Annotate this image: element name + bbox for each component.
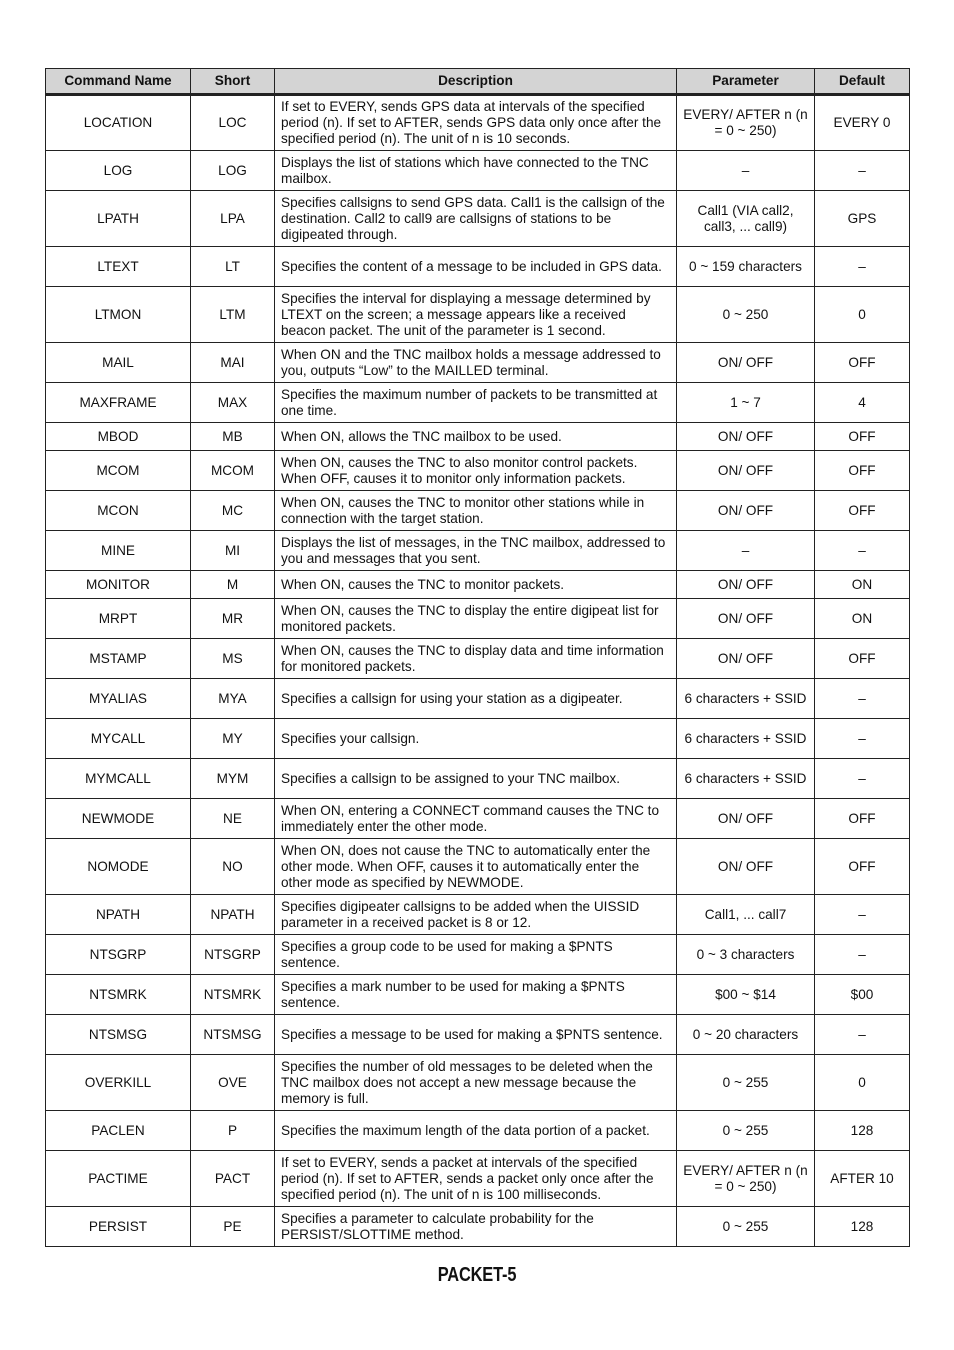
cell-short: LPA [191, 191, 275, 247]
cell-short: NTSGRP [191, 935, 275, 975]
cell-command-name: MYALIAS [46, 679, 191, 719]
cell-default: OFF [815, 343, 910, 383]
cell-command-name: LTMON [46, 287, 191, 343]
table-row [46, 895, 910, 935]
cell-command-name: NPATH [46, 895, 191, 935]
command-table [45, 68, 910, 1247]
cell-short: LTM [191, 287, 275, 343]
cell-command-name: LOG [46, 151, 191, 191]
cell-default: 4 [815, 383, 910, 423]
cell-short: MB [191, 423, 275, 451]
cell-description: When ON and the TNC mailbox holds a message addressed to you, outputs “Low” to the MAILLED terminal. [275, 343, 677, 383]
table-body [46, 95, 910, 1247]
table-row [46, 287, 910, 343]
cell-parameter: – [677, 531, 815, 571]
cell-default: ON [815, 599, 910, 639]
cell-default: OFF [815, 639, 910, 679]
cell-command-name: MCON [46, 491, 191, 531]
cell-command-name: PACTIME [46, 1151, 191, 1207]
cell-description: Specifies callsigns to send GPS data. Call1 is the callsign of the destination. Call2 to call9 are callsigns of stations to be digipeated through. [275, 191, 677, 247]
cell-parameter: 6 characters + SSID [677, 719, 815, 759]
cell-short: LOC [191, 95, 275, 151]
cell-default: – [815, 247, 910, 287]
table-row [46, 383, 910, 423]
cell-parameter: EVERY/ AFTER n (n = 0 ~ 250) [677, 1151, 815, 1207]
cell-parameter: ON/ OFF [677, 799, 815, 839]
cell-short: MI [191, 531, 275, 571]
cell-command-name: MAIL [46, 343, 191, 383]
cell-description: When ON, causes the TNC to display the entire digipeat list for monitored packets. [275, 599, 677, 639]
cell-default: AFTER 10 [815, 1151, 910, 1207]
cell-short: PACT [191, 1151, 275, 1207]
table-row [46, 935, 910, 975]
cell-command-name: MINE [46, 531, 191, 571]
cell-command-name: MONITOR [46, 571, 191, 599]
cell-default: OFF [815, 491, 910, 531]
cell-default: OFF [815, 423, 910, 451]
header-default: Default [815, 69, 910, 95]
cell-command-name: PACLEN [46, 1111, 191, 1151]
cell-default: – [815, 679, 910, 719]
cell-parameter: ON/ OFF [677, 839, 815, 895]
cell-command-name: NTSGRP [46, 935, 191, 975]
cell-description: When ON, entering a CONNECT command causes the TNC to immediately enter the other mode. [275, 799, 677, 839]
cell-description: When ON, does not cause the TNC to automatically enter the other mode. When OFF, causes it to automatically enter the other mode as specified by NEWMODE. [275, 839, 677, 895]
header-row [46, 69, 910, 95]
table-row [46, 343, 910, 383]
cell-parameter: 0 ~ 3 characters [677, 935, 815, 975]
cell-description: Displays the list of stations which have connected to the TNC mailbox. [275, 151, 677, 191]
cell-short: MYM [191, 759, 275, 799]
cell-description: If set to EVERY, sends a packet at intervals of the specified period (n). If set to AFTER, sends a packet only once after the specified period (n). The unit of n is 100 milliseconds. [275, 1151, 677, 1207]
cell-short: NPATH [191, 895, 275, 935]
table-row [46, 1055, 910, 1111]
cell-command-name: PERSIST [46, 1207, 191, 1247]
cell-default: – [815, 935, 910, 975]
cell-default: – [815, 895, 910, 935]
cell-command-name: MYCALL [46, 719, 191, 759]
table-row [46, 491, 910, 531]
cell-command-name: NTSMRK [46, 975, 191, 1015]
cell-short: NTSMRK [191, 975, 275, 1015]
table-row [46, 571, 910, 599]
table-row [46, 799, 910, 839]
cell-short: M [191, 571, 275, 599]
cell-default: GPS [815, 191, 910, 247]
table-row [46, 95, 910, 151]
table-row [46, 247, 910, 287]
header-short: Short [191, 69, 275, 95]
cell-short: MR [191, 599, 275, 639]
cell-short: PE [191, 1207, 275, 1247]
cell-short: LT [191, 247, 275, 287]
cell-description: When ON, causes the TNC to monitor packets. [275, 571, 677, 599]
cell-default: 128 [815, 1111, 910, 1151]
cell-parameter: 1 ~ 7 [677, 383, 815, 423]
cell-description: Specifies the number of old messages to be deleted when the TNC mailbox does not accept a new message because the memory is full. [275, 1055, 677, 1111]
cell-default: OFF [815, 451, 910, 491]
cell-parameter: 0 ~ 250 [677, 287, 815, 343]
cell-default: – [815, 719, 910, 759]
cell-command-name: MBOD [46, 423, 191, 451]
cell-description: Specifies a callsign for using your station as a digipeater. [275, 679, 677, 719]
cell-parameter: ON/ OFF [677, 491, 815, 531]
cell-parameter: ON/ OFF [677, 451, 815, 491]
cell-parameter: – [677, 151, 815, 191]
cell-description: Specifies a message to be used for making a $PNTS sentence. [275, 1015, 677, 1055]
cell-description: When ON, allows the TNC mailbox to be used. [275, 423, 677, 451]
header-parameter: Parameter [677, 69, 815, 95]
cell-command-name: MRPT [46, 599, 191, 639]
cell-description: Specifies digipeater callsigns to be added when the UISSID parameter in a received packet is 8 or 12. [275, 895, 677, 935]
cell-short: NO [191, 839, 275, 895]
cell-parameter: 0 ~ 20 characters [677, 1015, 815, 1055]
cell-command-name: LOCATION [46, 95, 191, 151]
table-row [46, 191, 910, 247]
cell-default: ON [815, 571, 910, 599]
cell-command-name: MAXFRAME [46, 383, 191, 423]
cell-description: Specifies your callsign. [275, 719, 677, 759]
cell-parameter: 6 characters + SSID [677, 759, 815, 799]
cell-command-name: LTEXT [46, 247, 191, 287]
cell-description: Specifies a mark number to be used for making a $PNTS sentence. [275, 975, 677, 1015]
cell-short: MY [191, 719, 275, 759]
table-row [46, 151, 910, 191]
cell-description: When ON, causes the TNC to display data and time information for monitored packets. [275, 639, 677, 679]
table-row [46, 1151, 910, 1207]
cell-short: MAX [191, 383, 275, 423]
table-row [46, 975, 910, 1015]
cell-description: Displays the list of messages, in the TNC mailbox, addressed to you and messages that you sent. [275, 531, 677, 571]
cell-parameter: ON/ OFF [677, 343, 815, 383]
cell-default: 128 [815, 1207, 910, 1247]
cell-default: $00 [815, 975, 910, 1015]
cell-command-name: MSTAMP [46, 639, 191, 679]
table-row [46, 1015, 910, 1055]
cell-default: 0 [815, 1055, 910, 1111]
cell-default: – [815, 759, 910, 799]
cell-parameter: ON/ OFF [677, 639, 815, 679]
cell-command-name: MCOM [46, 451, 191, 491]
cell-description: When ON, causes the TNC to also monitor control packets. When OFF, causes it to monitor only information packets. [275, 451, 677, 491]
cell-description: Specifies the content of a message to be included in GPS data. [275, 247, 677, 287]
cell-short: NE [191, 799, 275, 839]
cell-description: Specifies a callsign to be assigned to your TNC mailbox. [275, 759, 677, 799]
cell-short: MYA [191, 679, 275, 719]
cell-default: OFF [815, 839, 910, 895]
cell-default: – [815, 1015, 910, 1055]
cell-default: OFF [815, 799, 910, 839]
table-row [46, 451, 910, 491]
cell-short: MCOM [191, 451, 275, 491]
table-row [46, 599, 910, 639]
cell-default: 0 [815, 287, 910, 343]
table-row [46, 423, 910, 451]
cell-parameter: Call1, ... call7 [677, 895, 815, 935]
table-row [46, 1207, 910, 1247]
table-row [46, 1111, 910, 1151]
cell-parameter: 0 ~ 255 [677, 1111, 815, 1151]
cell-parameter: 0 ~ 255 [677, 1055, 815, 1111]
cell-default: – [815, 151, 910, 191]
cell-short: MS [191, 639, 275, 679]
cell-command-name: NEWMODE [46, 799, 191, 839]
header-description: Description [275, 69, 677, 95]
header-command-name: Command Name [46, 69, 191, 95]
cell-command-name: LPATH [46, 191, 191, 247]
cell-default: EVERY 0 [815, 95, 910, 151]
cell-description: Specifies the maximum number of packets to be transmitted at one time. [275, 383, 677, 423]
cell-command-name: NTSMSG [46, 1015, 191, 1055]
table-row [46, 679, 910, 719]
cell-parameter: ON/ OFF [677, 571, 815, 599]
cell-parameter: $00 ~ $14 [677, 975, 815, 1015]
cell-parameter: 6 characters + SSID [677, 679, 815, 719]
cell-description: Specifies a group code to be used for making a $PNTS sentence. [275, 935, 677, 975]
cell-short: LOG [191, 151, 275, 191]
cell-short: MC [191, 491, 275, 531]
cell-parameter: 0 ~ 255 [677, 1207, 815, 1247]
cell-command-name: MYMCALL [46, 759, 191, 799]
cell-description: Specifies the interval for displaying a message determined by LTEXT on the screen; a message appears like a received beacon packet. The unit of the parameter is 1 second. [275, 287, 677, 343]
cell-command-name: OVERKILL [46, 1055, 191, 1111]
cell-default: – [815, 531, 910, 571]
cell-description: When ON, causes the TNC to monitor other stations while in connection with the target station. [275, 491, 677, 531]
cell-command-name: NOMODE [46, 839, 191, 895]
table-row [46, 639, 910, 679]
table-row [46, 839, 910, 895]
cell-short: P [191, 1111, 275, 1151]
cell-description: Specifies the maximum length of the data portion of a packet. [275, 1111, 677, 1151]
page-number: PACKET-5 [437, 1264, 517, 1286]
table-row [46, 531, 910, 571]
cell-parameter: ON/ OFF [677, 599, 815, 639]
cell-parameter: 0 ~ 159 characters [677, 247, 815, 287]
cell-short: MAI [191, 343, 275, 383]
table-row [46, 719, 910, 759]
cell-parameter: Call1 (VIA call2, call3, ... call9) [677, 191, 815, 247]
cell-short: OVE [191, 1055, 275, 1111]
cell-description: Specifies a parameter to calculate probability for the PERSIST/SLOTTIME method. [275, 1207, 677, 1247]
cell-description: If set to EVERY, sends GPS data at intervals of the specified period (n). If set to AFTER, sends GPS data only once after the specified period (n). The unit of n is 10 seconds. [275, 95, 677, 151]
cell-parameter: ON/ OFF [677, 423, 815, 451]
table-header [46, 69, 910, 95]
cell-short: NTSMSG [191, 1015, 275, 1055]
table-row [46, 759, 910, 799]
cell-parameter: EVERY/ AFTER n (n = 0 ~ 250) [677, 95, 815, 151]
